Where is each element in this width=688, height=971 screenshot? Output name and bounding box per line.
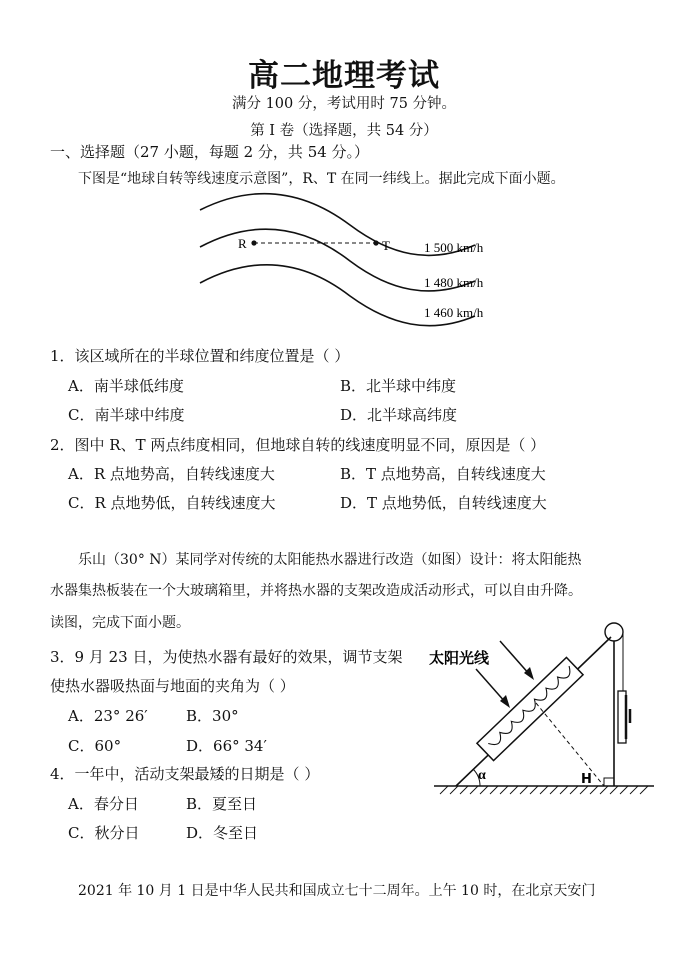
- question-3-option-b[interactable]: B．30°: [186, 707, 239, 725]
- section-heading: 一、选择题（27 小题，每题 2 分，共 54 分。）: [50, 143, 370, 161]
- angle-alpha-label: α: [478, 768, 486, 783]
- question-2-stem: 2．图中 R、T 两点纬度相同，但地球自转的线速度明显不同，原因是（ ）: [50, 436, 546, 454]
- passage-2-line-3: 读图，完成下面小题。: [50, 615, 190, 631]
- section-intro: 下图是“地球自转等线速度示意图”，R、T 在同一纬线上。据此完成下面小题。: [78, 171, 565, 187]
- volume-heading: 第 I 卷（选择题，共 54 分）: [250, 123, 438, 139]
- height-h-label: H: [581, 772, 592, 787]
- speed-label-3: 1 460 km/h: [424, 305, 484, 320]
- exam-info: 满分 100 分，考试用时 75 分钟。: [231, 96, 457, 112]
- question-3-option-d[interactable]: D．66° 34′: [186, 737, 267, 755]
- sunlight-arrow-1: [476, 669, 506, 703]
- question-4-option-b[interactable]: B．夏至日: [186, 795, 258, 813]
- point-r-marker: [251, 240, 256, 245]
- sunlight-label: 太阳光线: [429, 649, 490, 667]
- right-angle-mark: [604, 778, 614, 786]
- height-dashed-line: [536, 703, 604, 786]
- question-3-stem-line-1: 3．9 月 23 日，为使热水器有最好的效果，调节支架: [50, 648, 403, 666]
- passage-2-line-2: 水器集热板装在一个大玻璃箱里，并将热水器的支架改造成活动形式，可以自由升降。: [50, 583, 582, 599]
- speed-label-2: 1 480 km/h: [424, 275, 484, 290]
- isotach-diagram: [190, 185, 510, 335]
- question-3-option-a[interactable]: A．23° 26′: [68, 707, 148, 725]
- sunlight-arrow-2: [500, 641, 530, 675]
- question-3-stem-line-2: 使热水器吸热面与地面的夹角为（ ）: [50, 677, 295, 695]
- point-t-label: T: [382, 238, 390, 253]
- passage-2-line-1: 乐山（30° N）某同学对传统的太阳能热水器进行改造（如图）设计：将太阳能热: [78, 552, 582, 568]
- question-2-option-b[interactable]: B．T 点地势高，自转线速度大: [340, 465, 546, 483]
- question-4-option-c[interactable]: C．秋分日: [68, 824, 140, 842]
- question-2-option-a[interactable]: A．R 点地势高，自转线速度大: [68, 465, 275, 483]
- speed-label-1: 1 500 km/h: [424, 240, 484, 255]
- question-4-stem: 4．一年中，活动支架最矮的日期是（ ）: [50, 765, 320, 783]
- question-1-option-b[interactable]: B．北半球中纬度: [340, 377, 457, 395]
- ground-hatching: [440, 786, 648, 794]
- question-1-option-c[interactable]: C．南半球中纬度: [68, 406, 185, 424]
- pulley-icon: [605, 623, 623, 641]
- question-2-option-d[interactable]: D．T 点地势低，自转线速度大: [340, 494, 547, 512]
- point-r-label: R: [238, 236, 247, 251]
- water-heater-diagram: [428, 615, 660, 805]
- question-3-option-c[interactable]: C．60°: [68, 737, 122, 755]
- question-2-option-c[interactable]: C．R 点地势低，自转线速度大: [68, 494, 276, 512]
- question-1-option-a[interactable]: A．南半球低纬度: [68, 377, 184, 395]
- question-4-option-d[interactable]: D．冬至日: [186, 824, 259, 842]
- question-1-stem: 1．该区域所在的半球位置和纬度位置是（ ）: [50, 347, 350, 365]
- question-4-option-a[interactable]: A．春分日: [68, 795, 139, 813]
- page-title: 高二地理考试: [248, 58, 440, 94]
- point-t-marker: [373, 240, 378, 245]
- next-passage-line: 2021 年 10 月 1 日是中华人民共和国成立七十二周年。上午 10 时，在北京天安门: [78, 883, 596, 899]
- question-1-option-d[interactable]: D．北半球高纬度: [340, 406, 458, 424]
